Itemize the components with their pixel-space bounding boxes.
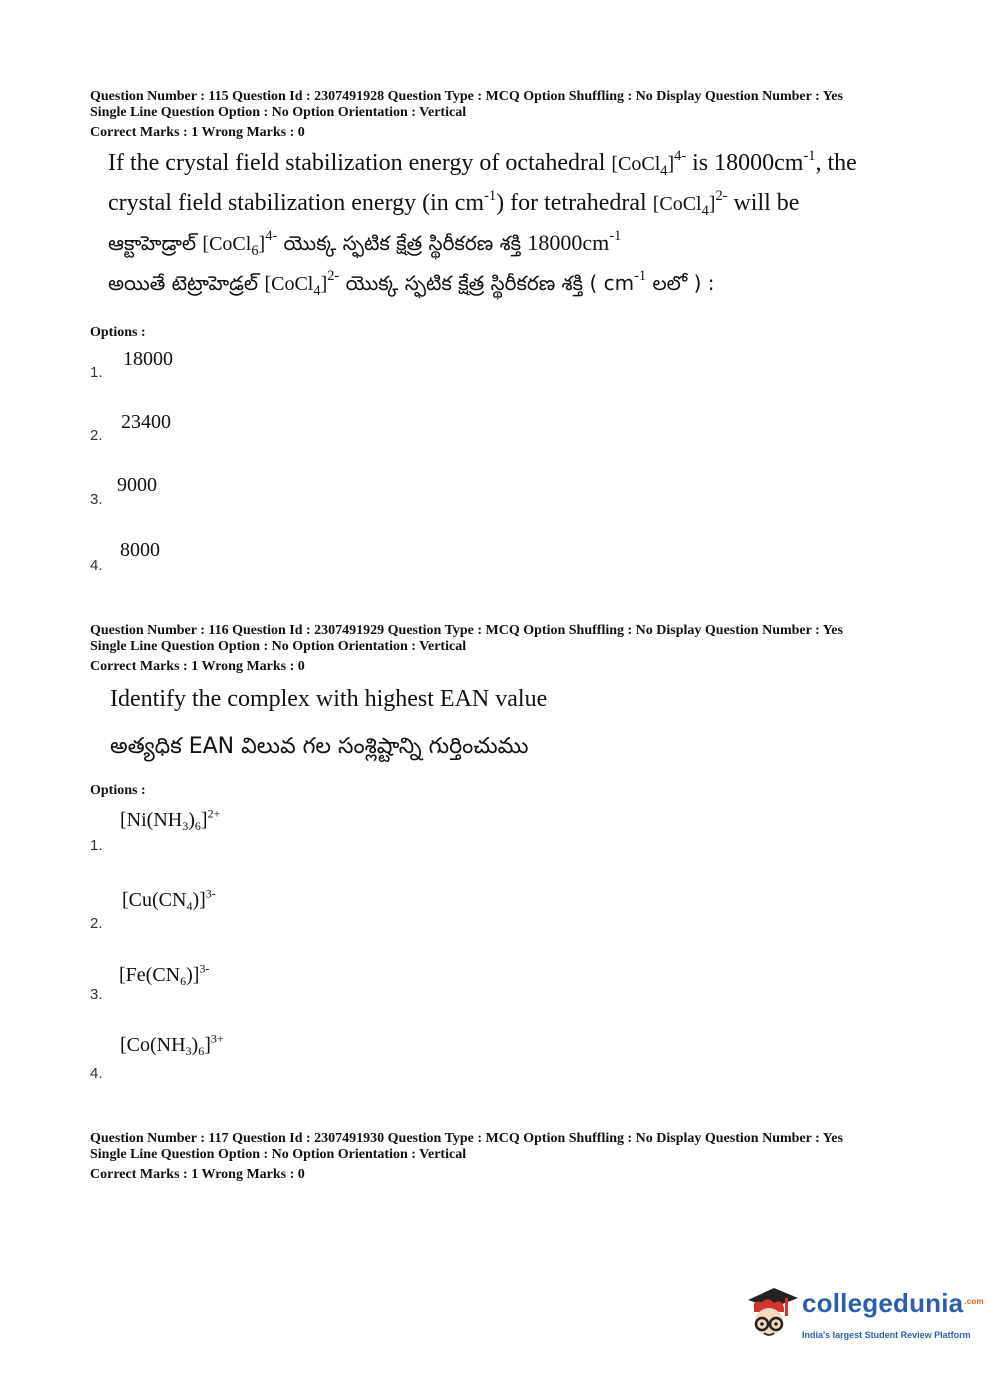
- option-number: 4.: [90, 557, 103, 574]
- option-number: 2.: [90, 915, 103, 932]
- meta-line-1: Question Number : 115 Question Id : 2307491928 Question Type : MCQ Option Shuffling : No Display Question Number : Yes: [90, 89, 843, 104]
- question-116-english: Identify the complex with highest EAN value: [110, 686, 548, 712]
- question-115-telugu-line-1: ఆక్టాహెడ్రాల్ [CoCl$_6$]$^{4-}$ యొక్క స్ఫటిక క్షేత్ర స్థిరీకరణ శక్తి $18000cm^{-1}$: [108, 227, 622, 260]
- option-number: 1.: [90, 837, 103, 854]
- option-number: 1.: [90, 364, 103, 381]
- question-115-english-line-2: crystal field stabilization energy (in $cm^{-1}$) for tetrahedral [CoCl$_4$]$^{2-}$ will be: [108, 187, 800, 220]
- question-116-telugu: అత్యధిక EAN విలువ గల సంశ్లిష్టాన్ని గుర్తించుము: [110, 734, 529, 759]
- question-115-english-line-1: If the crystal field stabilization energy of octahedral [CoCl$_4$]$^{4-}$ is $18000cm^{-1}$, the: [108, 147, 857, 180]
- brand-tagline: India's largest Student Review Platform: [802, 1330, 971, 1340]
- option-value[interactable]: $[Cu(CN_4)]^{3-}$: [122, 886, 216, 914]
- meta-line-3: Correct Marks : 1 Wrong Marks : 0: [90, 659, 305, 674]
- question-117-meta: [90, 1131, 843, 1183]
- meta-line-1: Question Number : 116 Question Id : 2307491929 Question Type : MCQ Option Shuffling : No Display Question Number : Yes: [90, 623, 843, 638]
- option-number: 4.: [90, 1065, 103, 1082]
- option-value[interactable]: $[Ni(NH_3)_6]^{2+}$: [120, 806, 221, 834]
- meta-line-2: Single Line Question Option : No Option Orientation : Vertical: [90, 105, 467, 120]
- option-value[interactable]: 18000: [123, 348, 173, 370]
- collegedunia-watermark: [744, 1286, 984, 1346]
- option-number: 3.: [90, 986, 103, 1003]
- option-number: 2.: [90, 427, 103, 444]
- option-number: 3.: [90, 491, 103, 508]
- question-116-meta: [90, 623, 843, 675]
- option-value[interactable]: 23400: [121, 411, 171, 433]
- meta-line-2: Single Line Question Option : No Option Orientation : Vertical: [90, 1147, 467, 1162]
- mascot-icon: [744, 1286, 802, 1346]
- question-116-options-label: Options :: [90, 783, 146, 798]
- option-value[interactable]: 8000: [120, 539, 160, 561]
- meta-line-2: Single Line Question Option : No Option Orientation : Vertical: [90, 639, 467, 654]
- question-115-meta: [90, 89, 843, 141]
- option-value[interactable]: 9000: [117, 474, 157, 496]
- option-value[interactable]: $[Co(NH_3)_6]^{3+}$: [120, 1031, 224, 1059]
- meta-line-1: Question Number : 117 Question Id : 2307491930 Question Type : MCQ Option Shuffling : No Display Question Number : Yes: [90, 1131, 843, 1146]
- question-115-options-label: Options :: [90, 325, 146, 340]
- option-value[interactable]: $[Fe(CN_6)]^{3-}$: [119, 961, 210, 989]
- brand-name: collegedunia$^{.com}$: [802, 1288, 984, 1318]
- question-115-telugu-line-2: అయితే టెట్రాహెడ్రల్ [CoCl$_4$]$^{2-}$ యొక్క స్ఫటిక క్షేత్ర స్థిరీకరణ శక్తి ( $cm^{-1}$ లలో ) :: [108, 267, 715, 300]
- meta-line-3: Correct Marks : 1 Wrong Marks : 0: [90, 125, 305, 140]
- meta-line-3: Correct Marks : 1 Wrong Marks : 0: [90, 1167, 305, 1182]
